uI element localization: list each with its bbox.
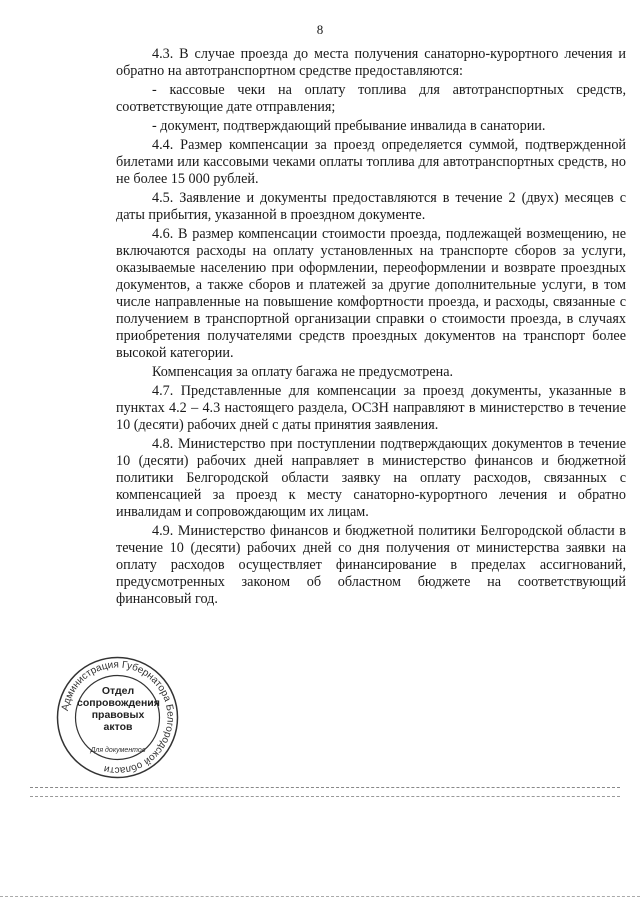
stamp-line: Отдел [101,685,135,697]
stamp-bottom-text: Для документов [90,747,146,754]
stamp-center-text [77,685,159,733]
paragraph-4-5: 4.5. Заявление и документы предоставляются в течение 2 (двух) месяцев с даты прибытия, указанной в проездном документе. [116,190,626,223]
paragraph-4-7: 4.7. Представленные для компенсации за проезд документы, указанные в пунктах 4.2 – 4.3 настоящего раздела, ОСЗН направляют в министерство в течение 10 (десяти) рабочих дней с даты принятия заявления. [116,383,626,433]
divider-line [0,896,640,897]
svg-text:Администрация Губернатора Белг: Администрация Губернатора Белгородской области [59,659,176,776]
document-body [116,46,626,610]
paragraph-4-4: 4.4. Размер компенсации за проезд определяется суммой, подтвержденной билетами или кассовыми чеками оплаты топлива для автотранспортных средств, но не более 15 000 рублей. [116,137,626,187]
stamp-line: актов [103,721,133,733]
paragraph-4-6: 4.6. В размер компенсации стоимости проезда, подлежащей возмещению, не включаются расходы на оплату установленных на транспорте сборов за услуги, оказываемые населению при оформлении, переоформлении и возврате проездных документов, а также сборов и платежей за другие дополнительные услуги, в том числе направленные на повышение комфортности проезда, и расходы, связанные с получением в транспортной организации справки о стоимости проезда, в случаях приобретения получателями средств проездных документов на транспорт более высокой категории. [116,226,626,361]
stamp-line: сопровождения [77,697,160,709]
page-number: 8 [316,22,324,37]
paragraph-luggage: Компенсация за оплату багажа не предусмотрена. [152,364,454,380]
divider-line [30,787,620,788]
divider-line [30,796,620,797]
paragraph-4-3: 4.3. В случае проезда до места получения санаторно-курортного лечения и обратно на автотранспортном средстве предоставляются: [116,46,626,79]
official-stamp [55,655,180,780]
list-item-sanatorium-doc: - документ, подтверждающий пребывание инвалида в санатории. [152,118,546,134]
list-item-receipts: - кассовые чеки на оплату топлива для автотранспортных средств, соответствующие дате отправления; [116,82,626,115]
stamp-line: правовых [91,709,145,721]
paragraph-4-9: 4.9. Министерство финансов и бюджетной политики Белгородской области в течение 10 (десяти) рабочих дней со дня получения от министерства заявки на оплату расходов осуществляет финансирование в пределах ассигнований, предусмотренных законом об областном бюджете на соответствующий финансовый год. [116,523,626,607]
paragraph-4-8: 4.8. Министерство при поступлении подтверждающих документов в течение 10 (десяти) рабочих дней направляет в министерство финансов и бюджетной политики Белгородской области заявку на оплату расходов, связанных с компенсацией за проезд к месту санаторно-курортного лечения и обратно инвалидам и сопровождающим их лицам. [116,436,626,520]
